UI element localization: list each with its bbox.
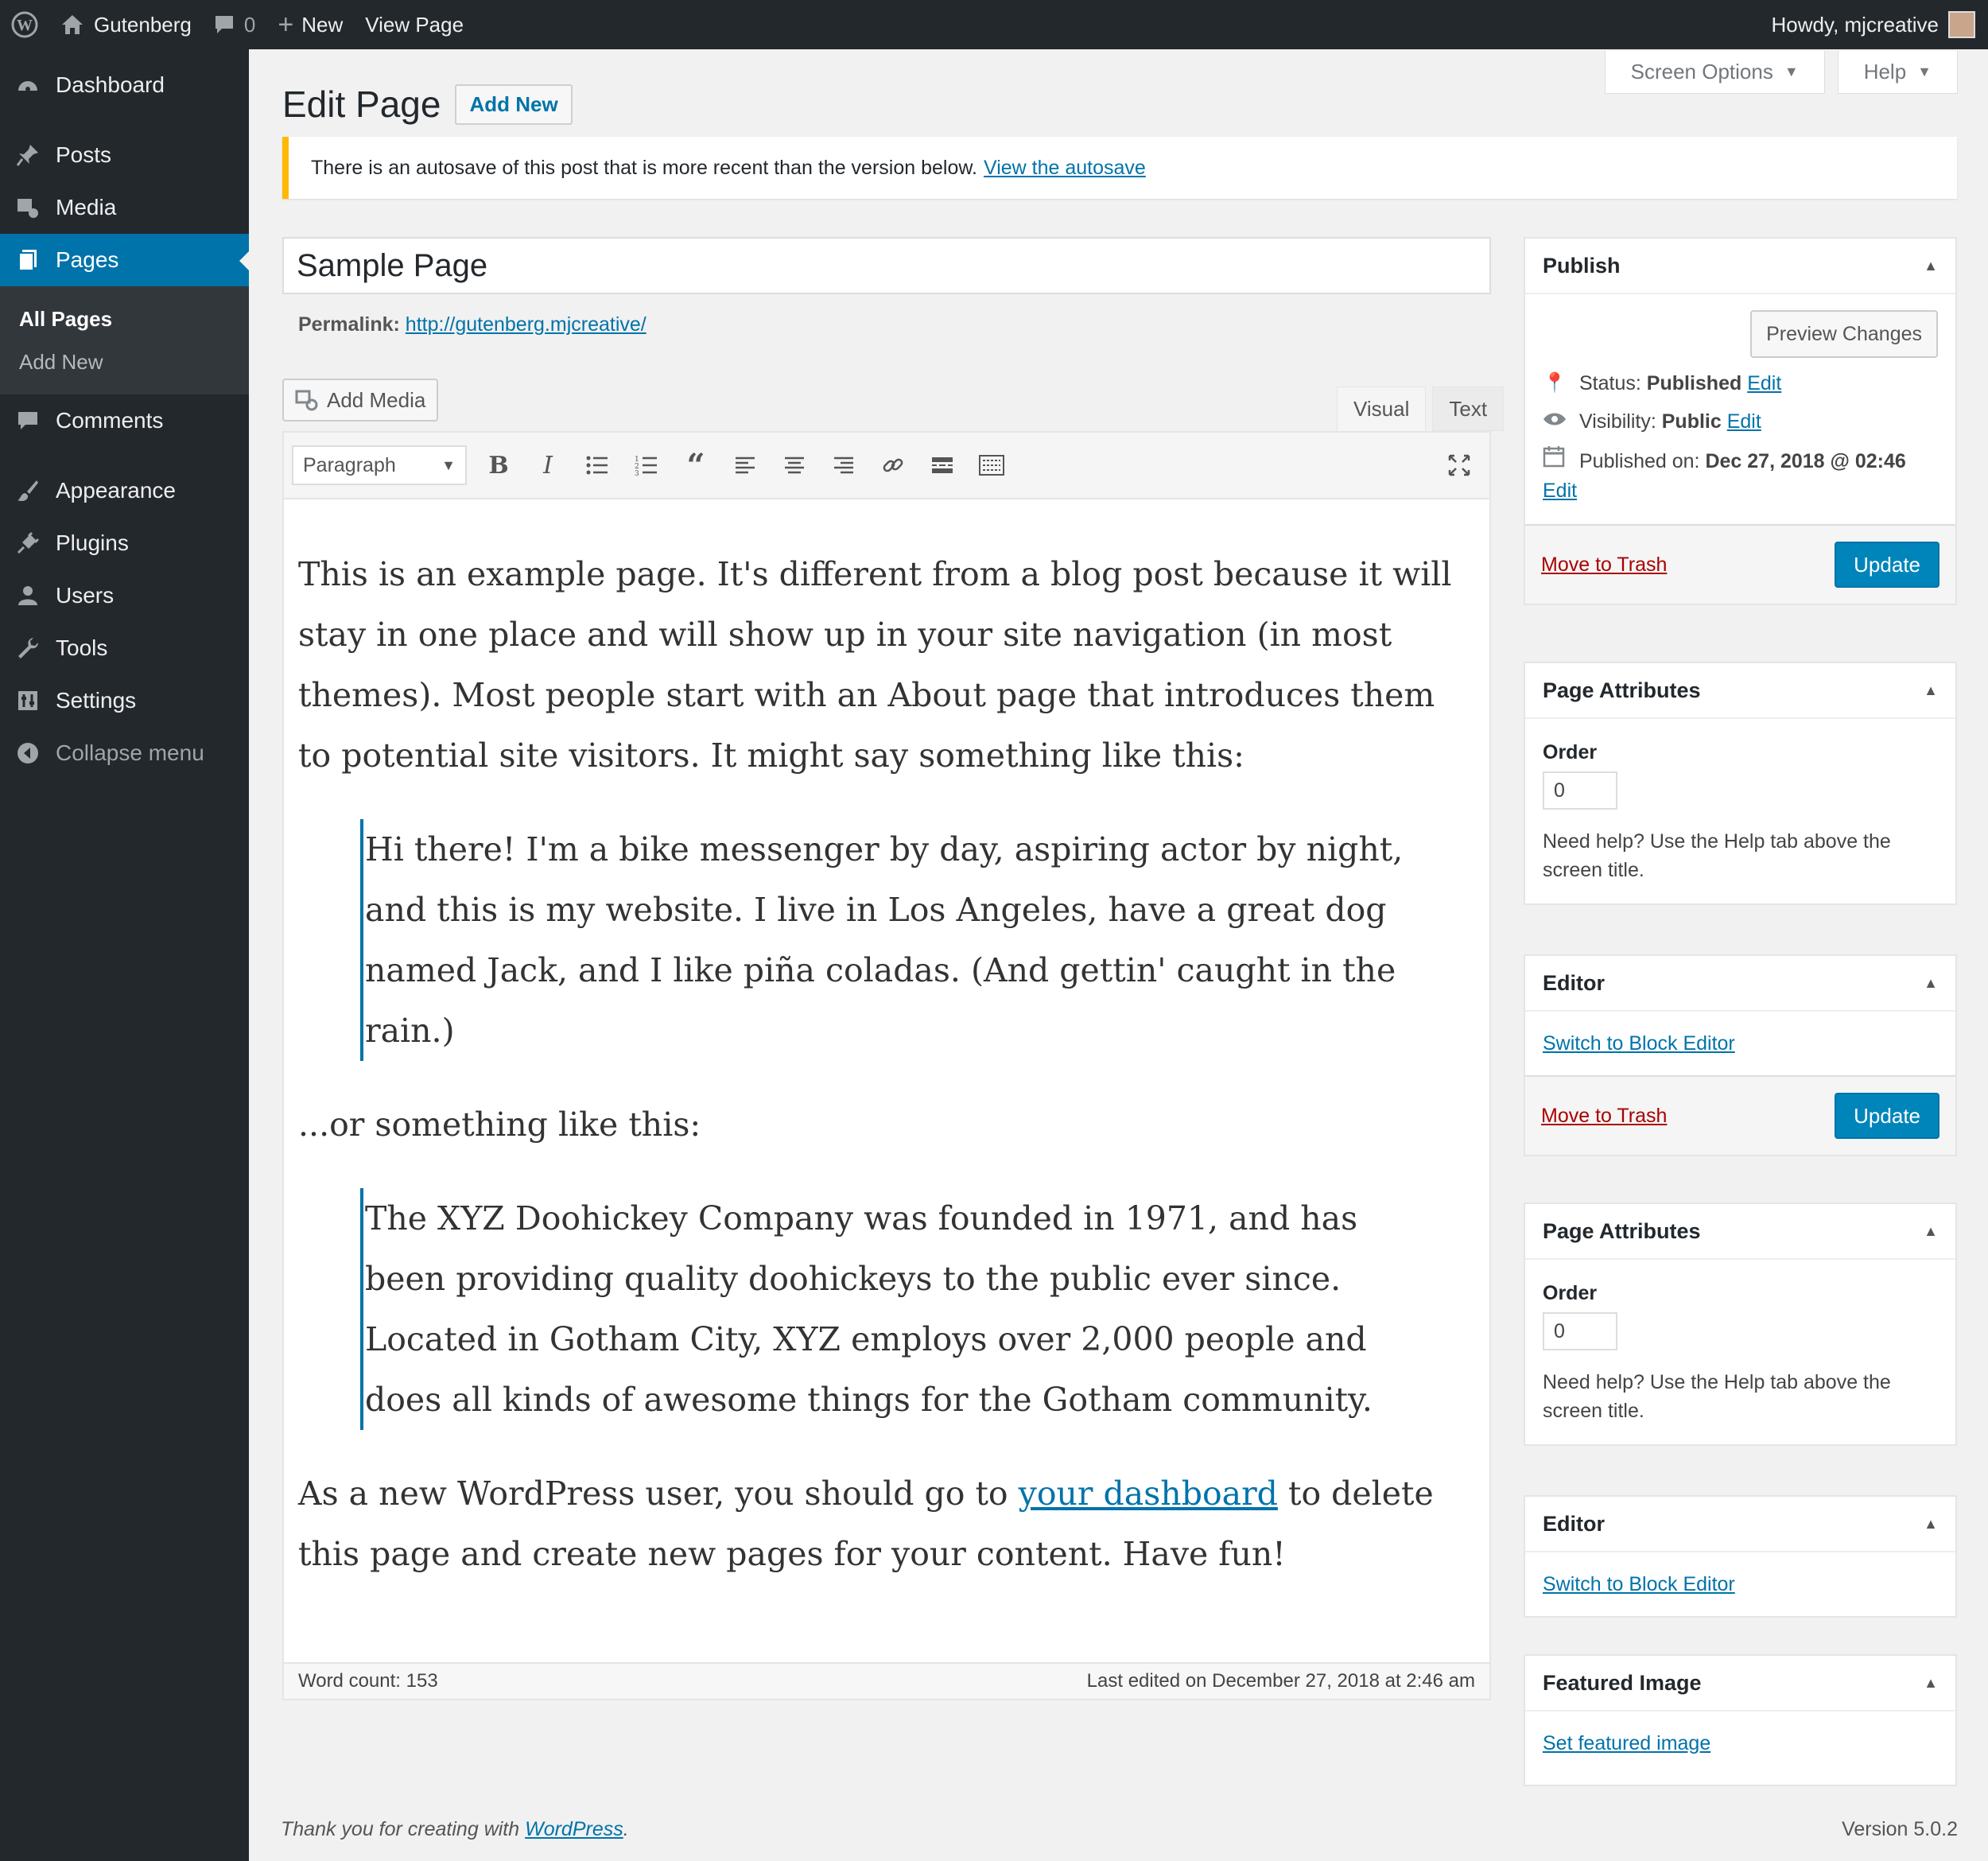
triangle-up-icon[interactable]: ▲ [1924,974,1938,991]
featured-image-header[interactable] [1525,1656,1955,1711]
menu-label: Settings [56,688,137,713]
blockquote: Hi there! I'm a bike messenger by day, aspiring actor by night, and this is my website. I live in Los Angeles, have a great dog named Jack, and I like piña coladas. (And gettin' caught in the rain.) [360,819,1427,1061]
menu-label: Users [56,583,115,608]
svg-text:3: 3 [635,470,639,476]
menu-label: Media [56,195,117,220]
triangle-up-icon[interactable]: ▲ [1924,257,1938,274]
menu-tools[interactable] [0,622,249,674]
brush-icon [14,477,41,504]
page-attributes-box [1524,662,1957,905]
triangle-up-icon[interactable]: ▲ [1924,1674,1938,1691]
menu-media[interactable] [0,181,249,234]
menu-label: Comments [56,408,164,433]
published-label: Published on: [1579,449,1700,472]
editor-box-header[interactable] [1525,1497,1955,1552]
visibility-label: Visibility: [1579,410,1656,433]
edit-date-link[interactable]: Edit [1543,480,1578,502]
status-label: Status: [1579,372,1641,394]
media-icon [14,194,41,221]
page-header [282,83,573,126]
paragraph-text: to delete this page and create new pages for your content. Have fun! [298,1474,1434,1573]
italic-icon[interactable]: I [543,451,553,480]
editor-box-header[interactable] [1525,956,1955,1012]
new-label: New [301,12,344,37]
triangle-up-icon[interactable]: ▲ [1924,1515,1938,1532]
notice-text: There is an autosave of this post that is more recent than the version below. [311,156,977,179]
new-content-link[interactable] [266,0,354,49]
last-edited: Last edited on December 27, 2018 at 2:46 am [1086,1670,1475,1692]
admin-menu [0,49,249,1861]
box-title: Page Attributes [1543,1218,1701,1243]
view-page-link[interactable]: View Page [365,12,464,37]
help-text: Need help? Use the Help tab above the screen title. [1543,1371,1891,1422]
paragraph: ...or something like this: [298,1105,701,1144]
page-attributes-header[interactable] [1525,1204,1955,1260]
help-button[interactable] [1838,51,1958,94]
bold-icon[interactable]: B [488,451,509,480]
menu-label: Appearance [56,478,177,503]
admin-bar [0,0,1988,49]
svg-text:1: 1 [635,456,639,464]
menu-label: Tools [56,635,108,660]
submenu-add-new[interactable]: Add New [19,349,103,374]
comments-count: 0 [243,12,256,37]
menu-posts[interactable] [0,129,249,181]
blockquote: The XYZ Doohickey Company was founded in 1971, and has been providing quality doohickeys to the public ever since. Located in Gotham City, XYZ employs over 2,000 people and does all kinds of awesome things for the Gotham community. [360,1188,1427,1430]
paragraph [298,1463,1475,1584]
update-button[interactable]: Update [1835,1093,1939,1139]
menu-comments[interactable] [0,394,249,447]
add-new-button[interactable]: Add New [455,84,572,125]
permalink-url-link[interactable]: http://gutenberg.mjcreative/ [405,313,646,336]
menu-users[interactable] [0,569,249,622]
box-title: Editor [1543,970,1605,995]
move-to-trash-link[interactable]: Move to Trash [1541,1104,1668,1127]
bullet-list-icon[interactable] [575,445,619,485]
box-title: Page Attributes [1543,678,1701,702]
avatar [1948,11,1975,38]
update-button[interactable]: Update [1835,542,1939,588]
help-text: Need help? Use the Help tab above the screen title. [1543,830,1891,881]
triangle-up-icon[interactable]: ▲ [1924,682,1938,698]
publish-actions [1525,524,1955,604]
visibility-value: Public [1661,410,1722,433]
plus-icon: + [278,9,294,40]
box-title: Editor [1543,1511,1605,1536]
main-content [249,49,1988,1861]
menu-label: Plugins [56,530,129,555]
align-center-icon[interactable] [772,445,817,485]
order-label: Order [1543,741,1598,763]
dashboard-icon [14,72,41,99]
screen-options-button[interactable] [1605,51,1825,94]
publish-box-header[interactable] [1525,239,1955,294]
view-autosave-link[interactable]: View the autosave [983,156,1146,179]
caret-down-icon: ▼ [1917,64,1932,80]
wordpress-link[interactable]: WordPress [525,1818,623,1840]
menu-dashboard[interactable] [0,59,249,111]
status-value: Published [1646,372,1742,394]
fullscreen-icon[interactable] [1443,449,1475,481]
editor-content[interactable] [284,499,1489,1584]
comments-link[interactable] [203,0,266,49]
preview-changes-button[interactable]: Preview Changes [1750,310,1938,358]
switch-to-block-editor-link[interactable]: Switch to Block Editor [1543,1573,1735,1595]
post-title-input[interactable]: Sample Page [282,237,1491,294]
collapse-arrow-icon [14,740,41,767]
menu-label: Pages [56,247,119,272]
pages-icon [14,247,41,274]
footer-version: Version 5.0.2 [1842,1818,1958,1840]
editor-mode-tabs [1330,387,1504,431]
published-value: Dec 27, 2018 @ 02:46 [1705,449,1906,472]
your-dashboard-link[interactable]: your dashboard [1018,1474,1278,1513]
chevron-down-icon: ▼ [441,457,456,473]
calendar-icon [1543,445,1565,476]
plugin-icon [14,530,41,557]
page-attributes-box [1524,1202,1957,1446]
publish-box [1524,237,1957,605]
wrench-icon [14,635,41,662]
editor-switch-box [1524,1495,1957,1618]
triangle-up-icon[interactable]: ▲ [1924,1222,1938,1239]
move-to-trash-link[interactable]: Move to Trash [1541,553,1668,576]
order-input[interactable]: 0 [1543,1312,1617,1350]
eye-icon [1543,407,1565,436]
paragraph: This is an example page. It's different from a blog post because it will stay in one place and will show up in your site navigation (in most themes). Most people start with an About page that introduces them to potential site visitors. It might say something like this: [298,555,1452,775]
site-name-link[interactable] [49,0,203,49]
page-title: Edit Page [282,84,441,125]
editor-status-bar [284,1662,1489,1699]
order-input[interactable]: 0 [1543,771,1617,810]
edit-status-link[interactable]: Edit [1747,372,1782,394]
permalink-label: Permalink: [298,313,400,336]
help-label: Help [1863,60,1907,84]
format-select[interactable] [292,445,467,485]
settings-icon [14,687,41,714]
editor-toolbar [284,433,1489,499]
blockquote-icon[interactable]: “ [686,446,705,484]
menu-label: Posts [56,142,112,167]
screen-meta-links [1605,51,1958,94]
set-featured-image-link[interactable]: Set featured image [1543,1732,1711,1754]
align-left-icon[interactable] [723,445,767,485]
tab-text[interactable]: Text [1432,387,1504,431]
add-media-button[interactable] [282,379,438,422]
link-icon[interactable] [871,445,915,485]
svg-text:2: 2 [635,463,639,471]
classic-editor [282,431,1491,1700]
word-count: Word count: 153 [298,1670,438,1692]
collapse-menu-button[interactable] [0,727,249,779]
permalink [298,313,646,336]
editor-box-actions [1525,1075,1955,1155]
format-select-value: Paragraph [303,453,396,476]
menu-label: Collapse menu [56,740,204,765]
switch-to-block-editor-link[interactable]: Switch to Block Editor [1543,1032,1735,1055]
paragraph-text: As a new WordPress user, you should go to [298,1474,1008,1513]
tab-visual[interactable]: Visual [1337,387,1426,431]
box-title: Featured Image [1543,1670,1702,1695]
menu-settings[interactable] [0,674,249,727]
pin-icon [14,142,41,169]
toolbar-toggle-icon[interactable] [969,445,1014,485]
footer-text: Thank you for creating with [281,1818,520,1840]
visibility-row [1543,407,1938,436]
submenu-all-pages[interactable]: All Pages [19,306,113,331]
howdy-text: Howdy, mjcreative [1771,12,1939,37]
status-row [1543,369,1938,398]
menu-plugins[interactable] [0,517,249,569]
box-title: Publish [1543,253,1621,278]
published-on-row [1543,445,1938,476]
comment-bubble-icon [214,14,235,35]
wordpress-logo-icon[interactable] [0,0,49,49]
svg-text:W: W [17,17,33,34]
site-name: Gutenberg [94,12,192,37]
users-icon [14,582,41,609]
menu-label: Dashboard [56,72,165,97]
autosave-notice [282,137,1957,199]
menu-appearance[interactable] [0,464,249,517]
pages-submenu [0,286,249,394]
caret-down-icon: ▼ [1784,64,1799,80]
page-attributes-header[interactable] [1525,663,1955,719]
media-icon [295,389,319,411]
screen-options-label: Screen Options [1630,60,1773,84]
editor-switch-box [1524,954,1957,1156]
edit-visibility-link[interactable]: Edit [1726,410,1761,433]
order-label: Order [1543,1282,1598,1304]
comments-icon [14,407,41,434]
footer-text: . [623,1818,629,1840]
home-icon [60,14,84,36]
add-media-label: Add Media [327,387,426,412]
align-right-icon[interactable] [821,445,866,485]
my-account[interactable] [1761,0,1988,49]
menu-pages[interactable] [0,234,249,286]
read-more-icon[interactable] [920,445,965,485]
numbered-list-icon[interactable] [624,445,669,485]
footer-thanks [281,1818,629,1841]
featured-image-box [1524,1654,1957,1786]
pin-icon: 📍 [1543,372,1567,394]
